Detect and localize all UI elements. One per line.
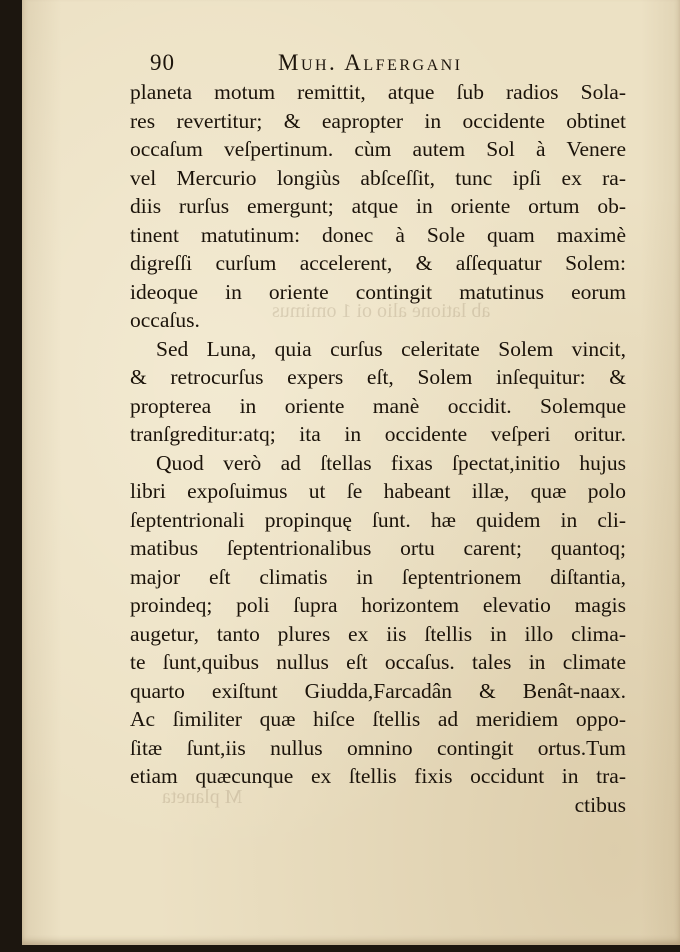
catchword: ctibus — [574, 792, 626, 817]
text-line: tinent matutinum: donec à Sole quam maximè — [130, 222, 626, 247]
text-line: etiam quæcunque ex ſtellis fixis occidunt in tra- — [130, 764, 626, 788]
body-text — [130, 78, 626, 819]
text-line: Sed Luna, quia curſus celeritate Solem vincit, — [156, 336, 626, 361]
text-line: & retrocurſus expers eſt, Solem inſequitur: & — [130, 365, 626, 389]
paragraph-3 — [130, 449, 626, 791]
text-line: augetur, tanto plures ex iis ſtellis in illo clima- — [130, 621, 626, 646]
text-line: planeta motum remittit, atque ſub radios Sola- — [130, 80, 626, 104]
show-through-text: ab latione alio oi 1 omimus — [272, 300, 491, 322]
text-line: propterea in oriente manè occidit. Solemque — [130, 393, 626, 418]
text-line: Quod verò ad ſtellas fixas ſpectat,initio hujus — [156, 450, 626, 475]
text-line: tranſgreditur:atq; ita in occidente veſperi oritur. — [130, 422, 626, 446]
show-through-text: M planeta — [162, 786, 243, 808]
running-title: Muh. Alfergani — [278, 50, 463, 75]
text-line: ideoque in oriente contingit matutinus eorum — [130, 279, 626, 304]
page-number: 90 — [150, 50, 175, 75]
text-line: matibus ſeptentrionalibus ortu carent; quantoq; — [130, 536, 626, 560]
text-line: Ac ſimiliter quæ hiſce ſtellis ad meridiem oppo- — [130, 707, 626, 731]
text-line: vel Mercurio longiùs abſceſſit, tunc ipſi ex ra- — [130, 165, 626, 190]
text-line: major eſt climatis in ſeptentrionem diſtantia, — [130, 564, 626, 589]
text-line: quarto exiſtunt Giudda,Farcadân & Benât-naax. — [130, 678, 626, 703]
paragraph-1 — [130, 78, 626, 335]
text-line: occaſum veſpertinum. cùm autem Sol à Venere — [130, 137, 626, 161]
text-line: ſitæ ſunt,iis nullus omnino contingit ortus.Tum — [130, 735, 626, 760]
text-line: occaſus. — [130, 308, 200, 332]
text-line: libri expoſuimus ut ſe habeant illæ, quæ polo — [130, 479, 626, 503]
text-line: digreſſi curſum accelerent, & aſſequatur Solem: — [130, 251, 626, 275]
paragraph-2 — [130, 335, 626, 449]
text-line: ſeptentrionali propinquę ſunt. hæ quidem in cli- — [130, 507, 626, 532]
text-line: res revertitur; & eapropter in occidente obtinet — [130, 108, 626, 133]
text-line: te ſunt,quibus nullus eſt occaſus. tales in climate — [130, 650, 626, 674]
text-line: proindeq; poli ſupra horizontem elevatio magis — [130, 593, 626, 617]
text-line: diis rurſus emergunt; atque in oriente ortum ob- — [130, 194, 626, 218]
